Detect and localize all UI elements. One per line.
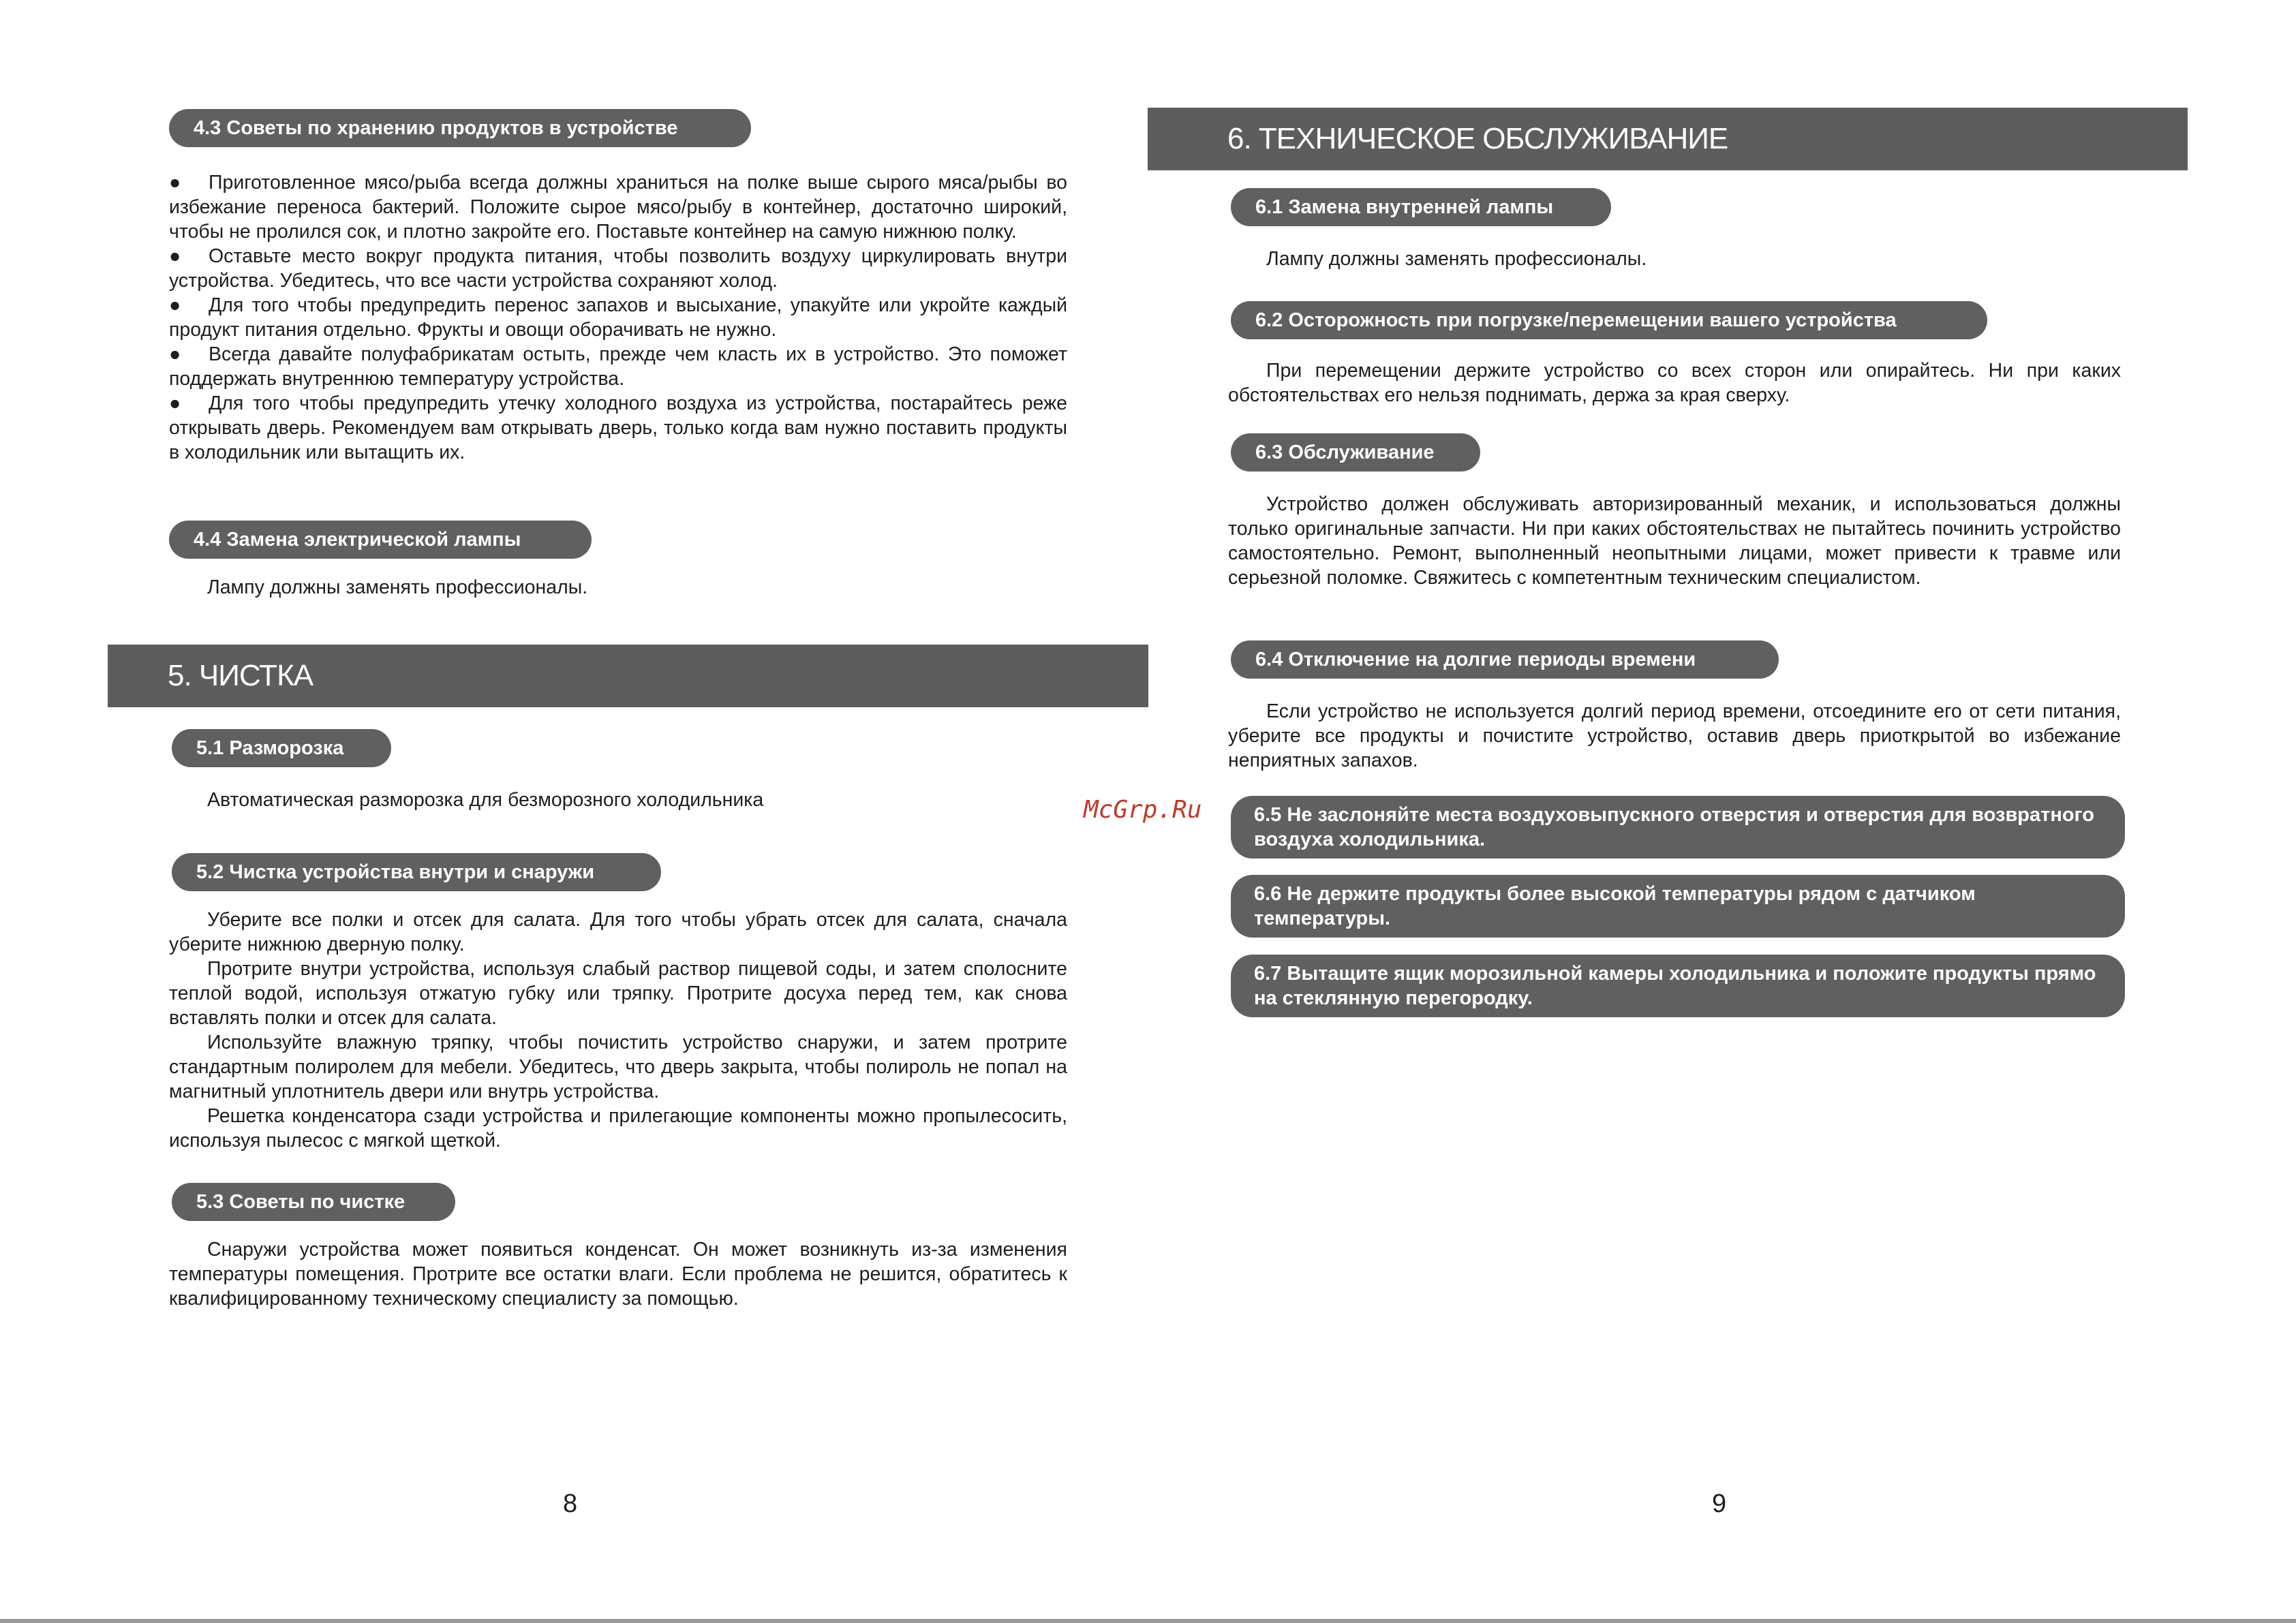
section-5-3-text: Снаружи устройства может появиться конденсат. Он может возникнуть из-за изменения температуры помещения. Протрите все остатки влаги. Если проблема не решится, обратитесь к квалифицированному техническому специалисту за помощью. — [169, 1239, 1067, 1310]
section-6-1-heading: 6.1 Замена внутренней лампы — [1231, 188, 1611, 226]
section-5-2-text: Уберите все полки и отсек для салата. Для того чтобы убрать отсек для салата, сначала уберите нижнюю дверную полку. Протрите внутри устройства, используя слабый раствор пищевой соды, и затем сполосните теплой водой, используя отжатую губку или тряпку. Протрите досуха перед тем, как снова вставлять полки и отсек для салата. Используйте влажную тряпку, чтобы почистить устройство снаружи, и затем протрите стандартным полиролем для мебели. Убедитесь, что дверь закрыта, чтобы полироль не попал на магнитный уплотнитель двери или внутрь устройства. Решетка конденсатора сзади устройства и прилегающие компоненты можно пропылесосить, используя пылесос с мягкой щеткой. — [169, 909, 1067, 1151]
list-item: ● Для того чтобы предупредить перенос запахов и высыхание, упакуйте или укройте каждый продукт питания отдельно. Фрукты и овощи оборачивать не нужно. — [169, 294, 1067, 341]
section-6-1-text: Лампу должны заменять профессионалы. — [1266, 248, 1647, 270]
section-5-1-text: Автоматическая разморозка для безморозного холодильника — [207, 789, 764, 811]
watermark: McGrp.Ru — [1084, 796, 1202, 824]
section-5-1-heading: 5.1 Разморозка — [172, 729, 391, 767]
section-6-2-text: При перемещении держите устройство со всех сторон или опирайтесь. Ни при каких обстоятельствах его нельзя поднимать, держа за края сверху. — [1228, 360, 2121, 406]
section-5-banner: 5. ЧИСТКА — [108, 645, 1148, 707]
section-6-7-heading: 6.7 Вытащите ящик морозильной камеры холодильника и положите продукты прямо на стеклянную перегородку. — [1231, 955, 2125, 1017]
list-item: ● Всегда давайте полуфабрикатам остыть, прежде чем класть их в устройство. Это поможет поддержать внутреннюю температуру устройства. — [169, 343, 1067, 390]
section-4-3-heading: 4.3 Советы по хранению продуктов в устройстве — [169, 109, 751, 147]
section-4-4-text: Лампу должны заменять профессионалы. — [207, 576, 588, 598]
page-number-right: 9 — [1712, 1489, 1727, 1518]
list-item: ● Приготовленное мясо/рыба всегда должны храниться на полке выше сырого мяса/рыбы во избежание переноса бактерий. Положите сырое мясо/рыбу в контейнер, достаточно широкий, чтобы не пролился сок, и плотно закройте его. Поставьте контейнер на самую нижнюю полку. — [169, 172, 1067, 243]
section-6-3-text: Устройство должен обслуживать авторизированный механик, и использоваться должны только оригинальные запчасти. Ни при каких обстоятельствах не пытайтесь починить устройство самостоятельно. Ремонт, выполненный неопытными лицами, может привести к травме или серьезной поломке. Свяжитесь с компетентным техническим специалистом. — [1228, 493, 2121, 589]
section-6-5-heading: 6.5 Не заслоняйте места воздуховыпускного отверстия и отверстия для возвратного воздуха холодильника. — [1231, 796, 2125, 859]
section-6-2-heading: 6.2 Осторожность при погрузке/перемещении вашего устройства — [1231, 301, 1987, 339]
section-5-3-heading: 5.3 Советы по чистке — [172, 1183, 455, 1221]
section-4-4-heading: 4.4 Замена электрической лампы — [169, 521, 592, 559]
page-number-left: 8 — [563, 1489, 578, 1518]
section-5-2-heading: 5.2 Чистка устройства внутри и снаружи — [172, 853, 661, 891]
section-6-4-text: Если устройство не используется долгий период времени, отсоедините его от сети питания, уберите все продукты и почистите устройство, оставив дверь приоткрытой во избежание неприятных запахов. — [1228, 700, 2121, 771]
section-6-banner: 6. ТЕХНИЧЕСКОЕ ОБСЛУЖИВАНИЕ — [1148, 108, 2188, 170]
list-item: ● Для того чтобы предупредить утечку холодного воздуха из устройства, постарайтесь реже открывать дверь. Рекомендуем вам открывать дверь, только когда вам нужно поставить продукты в холодильник или вытащить их. — [169, 392, 1067, 463]
section-6-6-heading: 6.6 Не держите продукты более высокой температуры рядом с датчиком температуры. — [1231, 875, 2125, 938]
section-4-3-bullets — [169, 170, 1067, 465]
list-item: ● Оставьте место вокруг продукта питания, чтобы позволить воздуху циркулировать внутри устройства. Убедитесь, что все части устройства сохраняют холод. — [169, 245, 1067, 292]
bottom-divider — [0, 1619, 2296, 1623]
section-6-3-heading: 6.3 Обслуживание — [1231, 433, 1480, 472]
section-6-4-heading: 6.4 Отключение на долгие периоды времени — [1231, 640, 1779, 679]
